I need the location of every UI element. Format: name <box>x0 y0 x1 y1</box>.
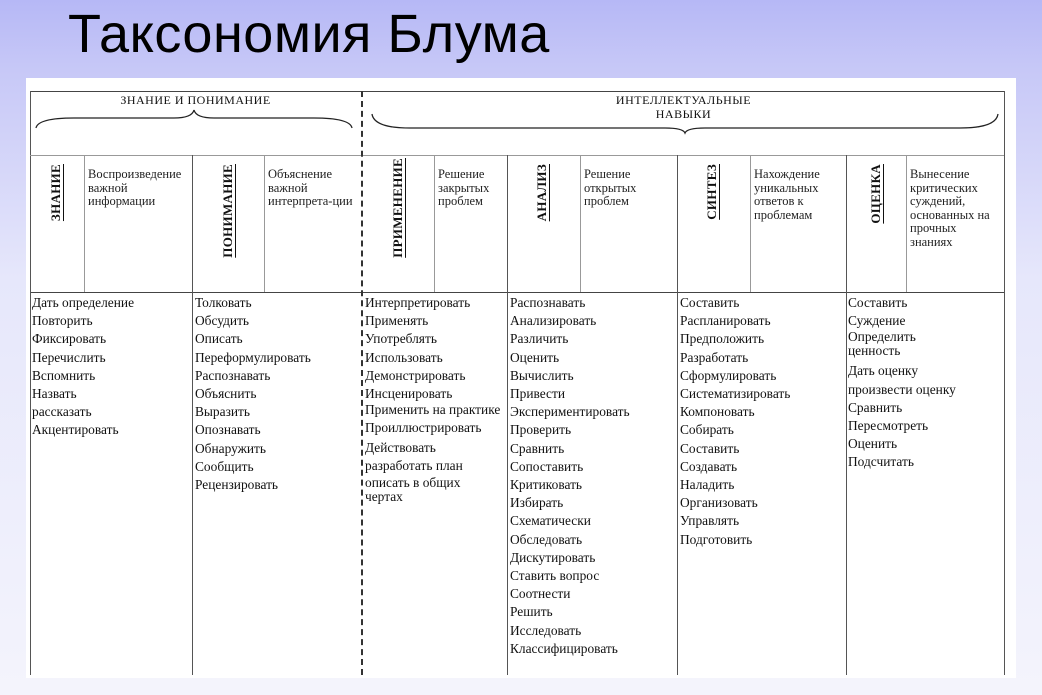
list-item: Использовать <box>365 349 443 365</box>
list-item: Инсценировать <box>365 386 453 402</box>
verb-list-analysis <box>510 294 675 658</box>
list-item: произвести оценку <box>848 381 956 397</box>
column-separator <box>192 155 193 675</box>
level-desc-application: Решение закрытых проблем <box>438 167 490 208</box>
list-item: Употреблять <box>365 331 437 347</box>
list-item: Дать оценку <box>848 363 919 379</box>
list-item: Схематически <box>510 513 591 529</box>
skills-brace-icon <box>370 112 1000 134</box>
list-item: Опознавать <box>195 422 261 438</box>
list-item: Сопоставить <box>510 458 584 474</box>
list-item: Повторить <box>32 313 93 329</box>
verb-list-knowledge <box>32 294 190 440</box>
list-item: Экспериментировать <box>510 404 630 420</box>
level-name-application: ПРИМЕНЕНИЕ <box>390 158 405 258</box>
list-item: Объяснить <box>195 386 257 402</box>
group-knowledge-label: ЗНАНИЕ И ПОНИМАНИЕ <box>120 93 271 107</box>
list-item: Вспомнить <box>32 367 96 383</box>
list-item: Оценить <box>848 436 898 452</box>
list-item: Систематизировать <box>680 386 791 402</box>
level-name-synthesis: СИНТЕЗ <box>704 164 719 220</box>
list-item: Решить <box>510 604 553 620</box>
list-item: Сравнить <box>510 440 565 456</box>
name-desc-separator <box>264 155 265 292</box>
list-item: Составить <box>680 295 740 310</box>
list-item: Избирать <box>510 495 564 511</box>
page-title: Таксономия Блума <box>68 4 550 64</box>
list-item: Рецензировать <box>195 477 279 493</box>
list-item: Перечислить <box>32 349 106 365</box>
list-item: Составить <box>848 295 908 310</box>
list-item: Акцентировать <box>32 422 119 438</box>
table-right-border <box>1004 91 1005 675</box>
level-desc-evaluation: Вынесение критических суждений, основанных на прочных знаниях <box>910 167 990 249</box>
verb-list-comprehension <box>195 294 359 494</box>
list-item: Интерпретировать <box>365 295 471 310</box>
level-name-knowledge: ЗНАНИЕ <box>48 164 63 222</box>
list-item: Компоновать <box>680 404 755 420</box>
list-item: Предположить <box>680 331 765 347</box>
list-item: Различить <box>510 331 569 347</box>
verb-list-synthesis <box>680 294 844 549</box>
list-item: Разработать <box>680 349 749 365</box>
list-item: Подготовить <box>680 531 753 547</box>
list-item: рассказать <box>32 404 92 420</box>
verb-list-evaluation <box>848 294 1002 472</box>
list-item: Назвать <box>32 386 77 402</box>
column-separator <box>677 155 678 675</box>
list-item: Сравнить <box>848 399 903 415</box>
level-desc-synthesis: Нахождение уникальных ответов к проблемам <box>754 167 820 222</box>
list-item: Распланировать <box>680 313 771 329</box>
name-desc-separator <box>750 155 751 292</box>
list-item: Анализировать <box>510 313 597 329</box>
list-item: Обсудить <box>195 313 250 329</box>
list-item: Организовать <box>680 495 758 511</box>
name-desc-separator <box>434 155 435 292</box>
list-item: Пересмотреть <box>848 418 929 434</box>
column-separator <box>507 155 508 675</box>
group-separator <box>361 91 363 675</box>
list-item: Определить ценность <box>848 329 916 359</box>
list-item: Собирать <box>680 422 734 438</box>
group-skills-line1: ИНТЕЛЛЕКТУАЛЬНЫЕ <box>615 93 752 107</box>
subheader-divider <box>30 155 1004 156</box>
table-left-border <box>30 91 31 675</box>
list-item: Фиксировать <box>32 331 107 347</box>
list-item: Исследовать <box>510 622 582 638</box>
name-desc-separator <box>580 155 581 292</box>
knowledge-brace-icon <box>34 108 354 134</box>
verb-list-application <box>365 294 507 508</box>
level-name-evaluation: ОЦЕНКА <box>868 164 883 224</box>
list-item: Проиллюстрировать <box>365 420 482 436</box>
column-separator <box>846 155 847 675</box>
taxonomy-table <box>26 78 1016 678</box>
list-item: Вычислить <box>510 367 574 383</box>
list-item: Подсчитать <box>848 454 914 470</box>
list-item: Применить на практике <box>365 402 501 418</box>
list-item: Суждение <box>848 313 906 329</box>
level-name-comprehension: ПОНИМАНИЕ <box>220 164 235 258</box>
list-item: Обследовать <box>510 531 583 547</box>
list-item: Выразить <box>195 404 250 420</box>
list-item: Действовать <box>365 440 436 456</box>
list-item: Наладить <box>680 477 735 493</box>
list-item: Ставить вопрос <box>510 568 600 584</box>
group-skills-line2: НАВЫКИ <box>655 107 712 121</box>
list-item: Привести <box>510 386 566 402</box>
list-item: Дать определение <box>32 295 135 310</box>
list-item: Создавать <box>680 458 738 474</box>
list-item: Оценить <box>510 349 560 365</box>
list-item: Управлять <box>680 513 740 529</box>
list-item: Проверить <box>510 422 572 438</box>
list-item: Демонстрировать <box>365 367 466 383</box>
list-item: Обнаружить <box>195 440 267 456</box>
list-item: Распознавать <box>510 295 586 310</box>
level-desc-knowledge: Воспроизведение важной информации <box>88 167 182 208</box>
list-item: разработать план <box>365 458 463 474</box>
level-name-analysis: АНАЛИЗ <box>534 164 549 222</box>
list-item: Дискутировать <box>510 549 596 565</box>
list-item: Классифицировать <box>510 640 618 656</box>
list-item: Соотнести <box>510 586 571 602</box>
list-item: Составить <box>680 440 740 456</box>
list-item: Применять <box>365 313 429 329</box>
list-item: Сообщить <box>195 458 254 474</box>
name-desc-separator <box>906 155 907 292</box>
list-item: Переформулировать <box>195 349 311 365</box>
level-desc-analysis: Решение открытых проблем <box>584 167 637 208</box>
level-desc-comprehension: Объяснение важной интерпрета-ции <box>268 167 353 208</box>
header-divider <box>30 292 1004 293</box>
list-item: описать в общих чертах <box>365 474 461 504</box>
list-item: Описать <box>195 331 243 347</box>
list-item: Критиковать <box>510 477 583 493</box>
list-item: Сформулировать <box>680 367 777 383</box>
table-top-border <box>30 91 1004 92</box>
name-desc-separator <box>84 155 85 292</box>
list-item: Распознавать <box>195 367 271 383</box>
list-item: Толковать <box>195 295 252 310</box>
